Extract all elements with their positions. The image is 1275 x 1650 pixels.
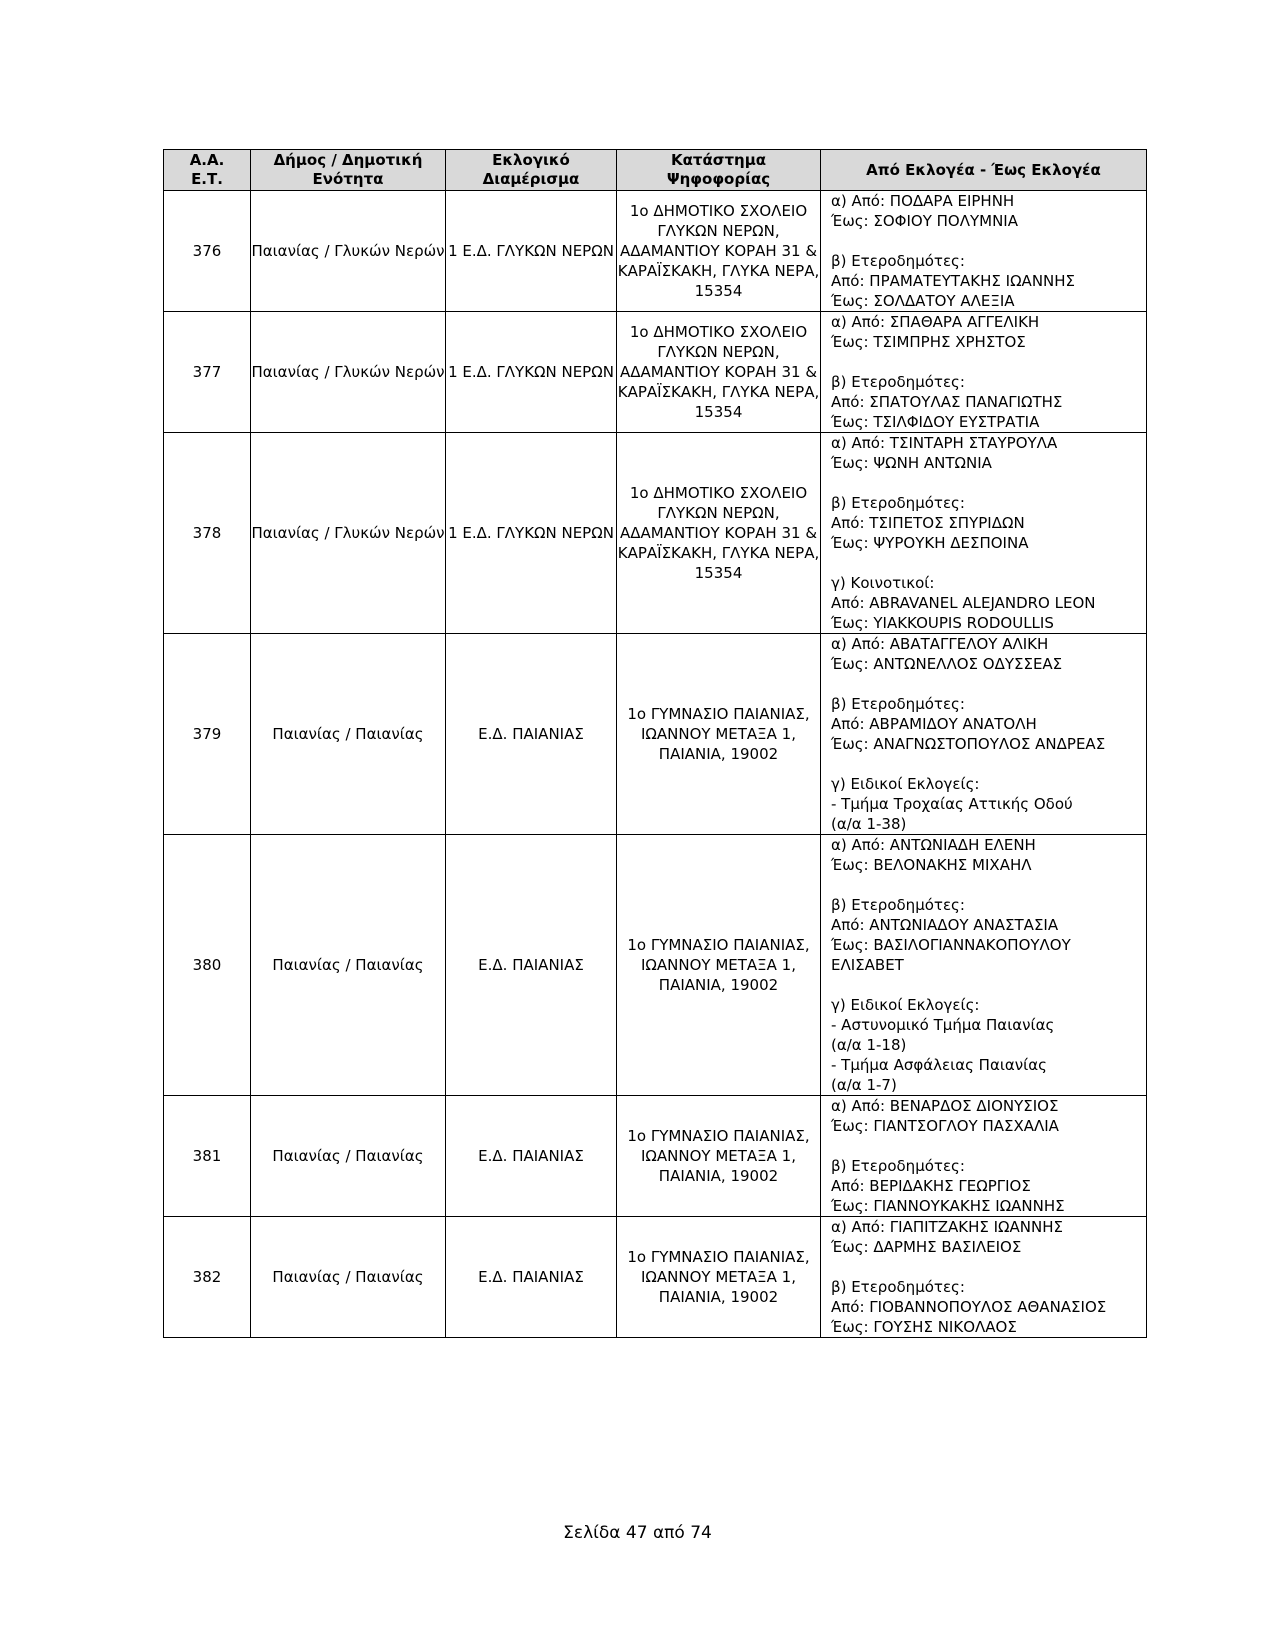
cell-katastima: 1ο ΔΗΜΟΤΙΚΟ ΣΧΟΛΕΙΟ ΓΛΥΚΩΝ ΝΕΡΩΝ, ΑΔΑΜΑΝΤΙΟΥ ΚΟΡΑΗ 31 & ΚΑΡΑΪΣΚΑΚΗ, ΓΛΥΚΑ ΝΕΡΑ, 15354 (617, 433, 821, 634)
cell-diamerisma: 1 Ε.Δ. ΓΛΥΚΩΝ ΝΕΡΩΝ (446, 312, 617, 433)
header-dimos: Δήμος / Δημοτική Ενότητα (251, 150, 446, 191)
cell-katastima: 1ο ΓΥΜΝΑΣΙΟ ΠΑΙΑΝΙΑΣ, ΙΩΑΝΝΟΥ ΜΕΤΑΞΑ 1, ΠΑΙΑΝΙΑ, 19002 (617, 634, 821, 835)
table-row (164, 191, 1147, 312)
cell-dimos: Παιανίας / Γλυκών Νερών (251, 312, 446, 433)
cell-aa: 376 (164, 191, 251, 312)
header-diamerisma: Εκλογικό Διαμέρισμα (446, 150, 617, 191)
cell-katastima: 1ο ΔΗΜΟΤΙΚΟ ΣΧΟΛΕΙΟ ΓΛΥΚΩΝ ΝΕΡΩΝ, ΑΔΑΜΑΝΤΙΟΥ ΚΟΡΑΗ 31 & ΚΑΡΑΪΣΚΑΚΗ, ΓΛΥΚΑ ΝΕΡΑ, 15354 (617, 312, 821, 433)
cell-aa: 382 (164, 1217, 251, 1338)
cell-diamerisma: Ε.Δ. ΠΑΙΑΝΙΑΣ (446, 634, 617, 835)
cell-aa: 378 (164, 433, 251, 634)
cell-aa: 381 (164, 1096, 251, 1217)
table-header-row (164, 150, 1147, 191)
table-row (164, 312, 1147, 433)
header-eklogeis: Από Εκλογέα - Έως Εκλογέα (821, 150, 1147, 191)
cell-dimos: Παιανίας / Παιανίας (251, 634, 446, 835)
table-row (164, 1217, 1147, 1338)
page-number: Σελίδα 47 από 74 (563, 1523, 712, 1543)
table-row (164, 1096, 1147, 1217)
cell-eklogeis: α) Από: ΒΕΝΑΡΔΟΣ ΔΙΟΝΥΣΙΟΣ Έως: ΓΙΑΝΤΣΟΓΛΟΥ ΠΑΣΧΑΛΙΑ β) Ετεροδημότες: Από: ΒΕΡΙΔΑΚΗΣ ΓΕΩΡΓΙΟΣ Έως: ΓΙΑΝΝΟΥΚΑΚΗΣ ΙΩΑΝΝΗΣ (821, 1096, 1147, 1217)
cell-diamerisma: 1 Ε.Δ. ΓΛΥΚΩΝ ΝΕΡΩΝ (446, 191, 617, 312)
cell-dimos: Παιανίας / Παιανίας (251, 835, 446, 1096)
cell-katastima: 1ο ΓΥΜΝΑΣΙΟ ΠΑΙΑΝΙΑΣ, ΙΩΑΝΝΟΥ ΜΕΤΑΞΑ 1, ΠΑΙΑΝΙΑ, 19002 (617, 1096, 821, 1217)
cell-dimos: Παιανίας / Παιανίας (251, 1217, 446, 1338)
cell-diamerisma: Ε.Δ. ΠΑΙΑΝΙΑΣ (446, 1096, 617, 1217)
table-row (164, 634, 1147, 835)
cell-katastima: 1ο ΓΥΜΝΑΣΙΟ ΠΑΙΑΝΙΑΣ, ΙΩΑΝΝΟΥ ΜΕΤΑΞΑ 1, ΠΑΙΑΝΙΑ, 19002 (617, 1217, 821, 1338)
cell-eklogeis: α) Από: ΠΟΔΑΡΑ ΕΙΡΗΝΗ Έως: ΣΟΦΙΟΥ ΠΟΛΥΜΝΙΑ β) Ετεροδημότες: Από: ΠΡΑΜΑΤΕΥΤΑΚΗΣ ΙΩΑΝΝΗΣ Έως: ΣΟΛΔΑΤΟΥ ΑΛΕΞΙΑ (821, 191, 1147, 312)
cell-katastima: 1ο ΔΗΜΟΤΙΚΟ ΣΧΟΛΕΙΟ ΓΛΥΚΩΝ ΝΕΡΩΝ, ΑΔΑΜΑΝΤΙΟΥ ΚΟΡΑΗ 31 & ΚΑΡΑΪΣΚΑΚΗ, ΓΛΥΚΑ ΝΕΡΑ, 15354 (617, 191, 821, 312)
cell-aa: 377 (164, 312, 251, 433)
cell-dimos: Παιανίας / Παιανίας (251, 1096, 446, 1217)
header-aa: Α.Α. Ε.Τ. (164, 150, 251, 191)
cell-eklogeis: α) Από: ΓΙΑΠΙΤΖΑΚΗΣ ΙΩΑΝΝΗΣ Έως: ΔΑΡΜΗΣ ΒΑΣΙΛΕΙΟΣ β) Ετεροδημότες: Από: ΓΙΟΒΑΝΝΟΠΟΥΛΟΣ ΑΘΑΝΑΣΙΟΣ Έως: ΓΟΥΣΗΣ ΝΙΚΟΛΑΟΣ (821, 1217, 1147, 1338)
cell-diamerisma: Ε.Δ. ΠΑΙΑΝΙΑΣ (446, 835, 617, 1096)
cell-eklogeis: α) Από: ΣΠΑΘΑΡΑ ΑΓΓΕΛΙΚΗ Έως: ΤΣΙΜΠΡΗΣ ΧΡΗΣΤΟΣ β) Ετεροδημότες: Από: ΣΠΑΤΟΥΛΑΣ ΠΑΝΑΓΙΩΤΗΣ Έως: ΤΣΙΛΦΙΔΟΥ ΕΥΣΤΡΑΤΙΑ (821, 312, 1147, 433)
cell-eklogeis: α) Από: ΑΒΑΤΑΓΓΕΛΟΥ ΑΛΙΚΗ Έως: ΑΝΤΩΝΕΛΛΟΣ ΟΔΥΣΣΕΑΣ β) Ετεροδημότες: Από: ΑΒΡΑΜΙΔΟΥ ΑΝΑΤΟΛΗ Έως: ΑΝΑΓΝΩΣΤΟΠΟΥΛΟΣ ΑΝΔΡΕΑΣ γ) Ειδικοί Εκλογείς: - Τμήμα Τροχαίας Αττικής Οδού (α/α 1-38) (821, 634, 1147, 835)
cell-aa: 380 (164, 835, 251, 1096)
table-row (164, 433, 1147, 634)
cell-eklogeis: α) Από: ΤΣΙΝΤΑΡΗ ΣΤΑΥΡΟΥΛΑ Έως: ΨΩΝΗ ΑΝΤΩΝΙΑ β) Ετεροδημότες: Από: ΤΣΙΠΕΤΟΣ ΣΠΥΡΙΔΩΝ Έως: ΨΥΡΟΥΚΗ ΔΕΣΠΟΙΝΑ γ) Κοινοτικοί: Από: ABRAVANEL ALEJANDRO LEON Έως: YIAKKOUPIS RODOULLIS (821, 433, 1147, 634)
cell-dimos: Παιανίας / Γλυκών Νερών (251, 433, 446, 634)
cell-diamerisma: Ε.Δ. ΠΑΙΑΝΙΑΣ (446, 1217, 617, 1338)
cell-diamerisma: 1 Ε.Δ. ΓΛΥΚΩΝ ΝΕΡΩΝ (446, 433, 617, 634)
cell-katastima: 1ο ΓΥΜΝΑΣΙΟ ΠΑΙΑΝΙΑΣ, ΙΩΑΝΝΟΥ ΜΕΤΑΞΑ 1, ΠΑΙΑΝΙΑ, 19002 (617, 835, 821, 1096)
polling-stations-table (163, 149, 1147, 1338)
cell-eklogeis: α) Από: ΑΝΤΩΝΙΑΔΗ ΕΛΕΝΗ Έως: ΒΕΛΟΝΑΚΗΣ ΜΙΧΑΗΛ β) Ετεροδημότες: Από: ΑΝΤΩΝΙΑΔΟΥ ΑΝΑΣΤΑΣΙΑ Έως: ΒΑΣΙΛΟΓΙΑΝΝΑΚΟΠΟΥΛΟΥ ΕΛΙΣΑΒΕΤ γ) Ειδικοί Εκλογείς: - Αστυνομικό Τμήμα Παιανίας (α/α 1-18) - Τμήμα Ασφάλειας Παιανίας (α/α 1-7) (821, 835, 1147, 1096)
table-row (164, 835, 1147, 1096)
cell-aa: 379 (164, 634, 251, 835)
cell-dimos: Παιανίας / Γλυκών Νερών (251, 191, 446, 312)
header-katastima: Κατάστημα Ψηφοφορίας (617, 150, 821, 191)
